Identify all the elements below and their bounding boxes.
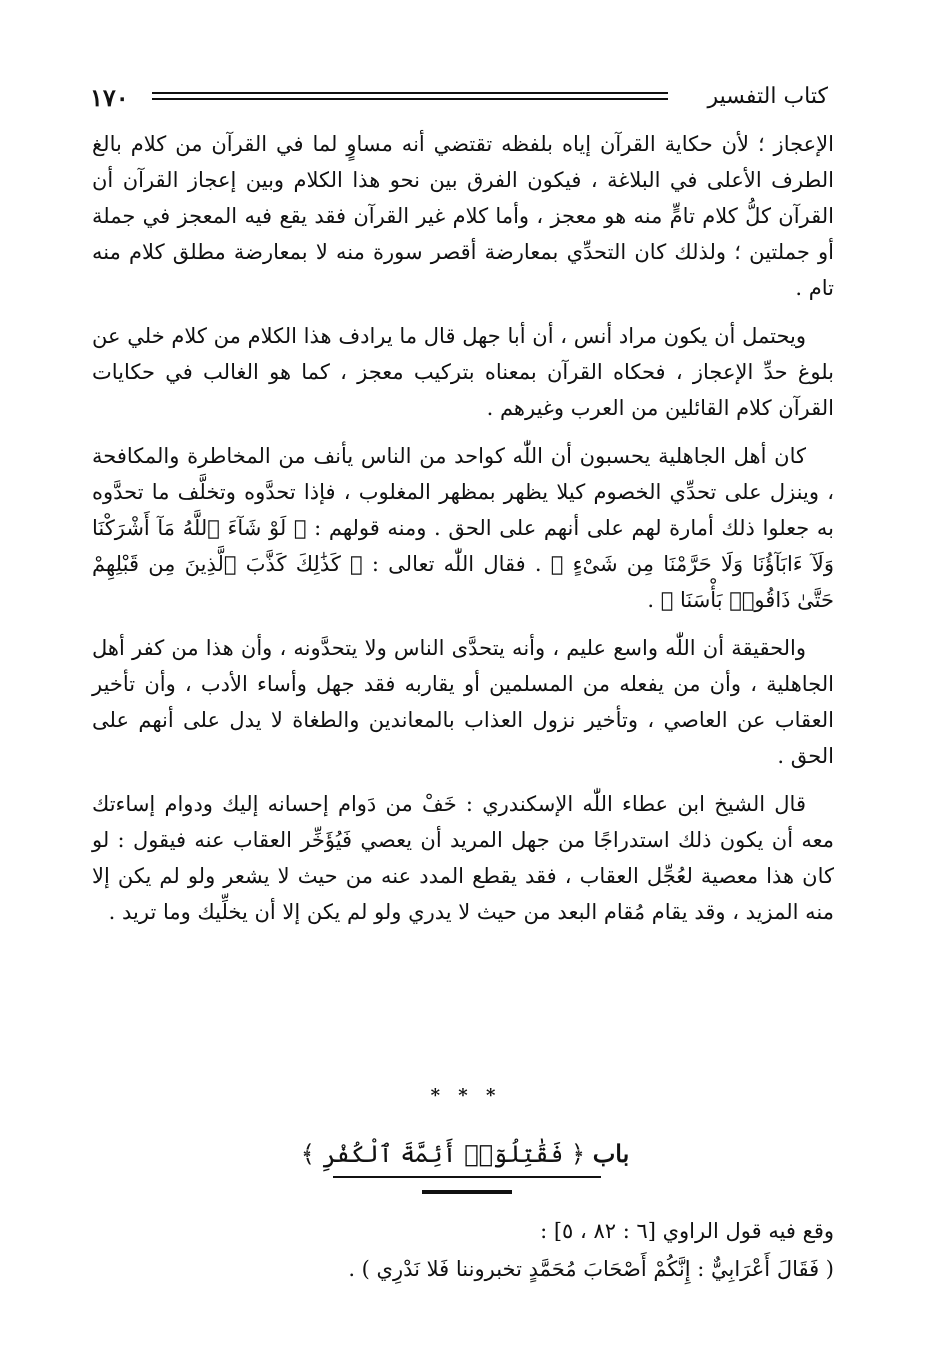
chapter-verse: ﴿ فَقَٰتِلُوٓا۟ أَئِمَّةَ ٱلْكُفْرِ ﴾ <box>300 1140 586 1168</box>
paragraph-3: كان أهل الجاهلية يحسبون أن اللّٰه كواحد من الناس يأنف من المخاطرة والمكافحة ، وينزل على تحدِّي الخصوم كيلا يظهر بمظهر المغلوب ، فإذا تحدَّوه وتخلَّف ما تحدَّوه به جعلوا ذلك أمارة لهم على أنهم على الحق . ومنه قولهم : ﴿ لَوْ شَآءَ ٱللَّهُ مَآ أَشْرَكْنَا وَلَآ ءَابَآؤُنَا وَلَا حَرَّمْنَا مِن شَىْءٍ ﴾ . فقال اللّٰه تعالى : ﴿ كَذَٰلِكَ كَذَّبَ ٱلَّذِينَ مِن قَبْلِهِمْ حَتَّىٰ ذَاقُوا۟ بَأْسَنَا ﴾ . <box>92 444 834 612</box>
page-number: ١٧٠ <box>90 83 129 112</box>
running-title: كتاب التفسير <box>707 84 828 109</box>
chapter-line-1: وقع فيه قول الراوي [٦ : ٨٢ ، ٥] : <box>540 1219 834 1243</box>
chapter-label: باب <box>592 1139 630 1168</box>
paragraph-4: والحقيقة أن اللّٰه واسع عليم ، وأنه يتحدَّى الناس ولا يتحدَّونه ، وأن هذا من كفر أهل الجاهلية ، وأن من يفعله من المسلمين أو يقاربه فقد جهل وأساء الأدب ، وأن تأخير العقاب عن العاصي ، وتأخير نزول العذاب بالمعاندين والطغاة لا يدل على أنهم على الحق . <box>92 636 834 768</box>
page-header <box>90 82 828 116</box>
paragraph-5: قال الشيخ ابن عطاء اللّٰه الإسكندري : خَفْ من دَوام إحسانه إليك ودوام إساءتك معه أن يكون ذلك استدراجًا من جهل المريد أن يعصي فَيُؤَخِّر العقاب عنه فيقول : لو كان هذا معصية لعُجِّل العقاب ، فقد يقطع المدد عنه من حيث لا يشعر ولو لم يكن إلا منه المزيد ، وقد يقام مُقام البعد من حيث لا يدري ولو لم يكن إلا أن يخلِّيك وما تريد . <box>92 792 834 924</box>
paragraph-1: الإعجاز ؛ لأن حكاية القرآن إياه بلفظه تقتضي أنه مساوٍ لما في القرآن من كلام بالغ الطرف الأعلى في البلاغة ، فيكون الفرق بين نحو هذا الكلام وبين إعجاز القرآن أن القرآن كلُّ كلام تامٍّ منه هو معجز ، وأما كلام غير القرآن فقد يقع فيه المعجز في جملة أو جملتين ؛ ولذلك كان التحدِّي بمعارضة أقصر سورة منه لا بمعارضة مطلق كلام منه تام . <box>92 132 834 300</box>
paragraph-2: ويحتمل أن يكون مراد أنس ، أن أبا جهل قال ما يرادف هذا الكلام من كلام خلي عن بلوغ حدِّ الإعجاز ، فحكاه القرآن بمعناه بتركيب معجز ، كما هو الغالب في حكايات القرآن كلام القائلين من العرب وغيرهم . <box>92 324 834 420</box>
chapter-heading <box>300 1134 630 1174</box>
section-separator: * * * <box>430 1085 502 1106</box>
chapter-thick-underline <box>422 1190 512 1194</box>
header-double-rule <box>152 92 668 100</box>
main-text <box>92 126 834 942</box>
chapter-line-2: ( فَقَالَ أَعْرَابِيٌّ : إِنَّكُمْ أَصْحَابَ مُحَمَّدٍ تخبروننا فَلا نَدْرِي ) . <box>348 1257 834 1281</box>
chapter-text <box>200 1212 834 1288</box>
chapter-underline <box>333 1176 601 1178</box>
